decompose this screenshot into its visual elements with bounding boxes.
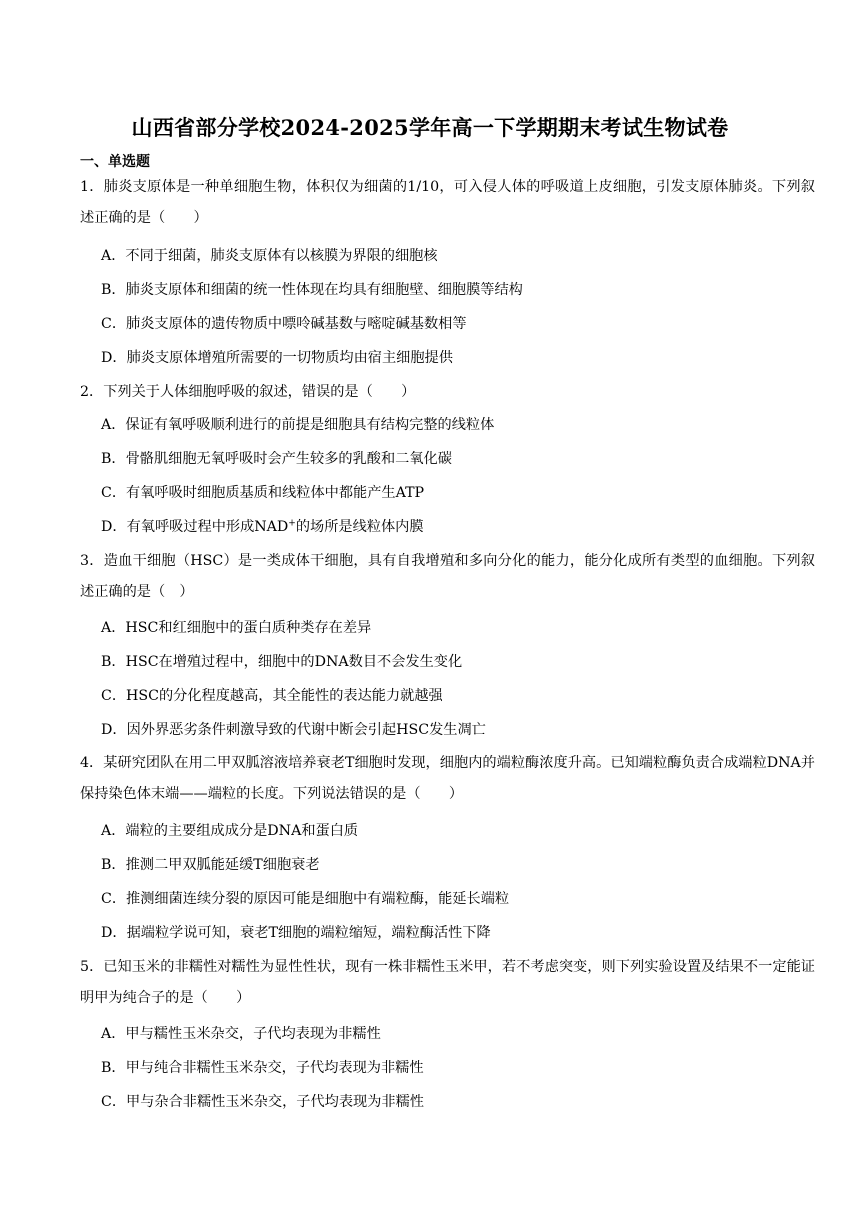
question-5-option-c: C．甲与杂合非糯性玉米杂交，子代均表现为非糯性 bbox=[101, 1094, 424, 1110]
question-3-option-a: A．HSC和红细胞中的蛋白质种类存在差异 bbox=[101, 620, 372, 636]
question-1-stem: 1．肺炎支原体是一种单细胞生物，体积仅为细菌的1/10，可入侵人体的呼吸道上皮细胞，引发支原体肺炎。下列叙述正确的是（ ） bbox=[80, 179, 815, 226]
question-1-option-d: D．肺炎支原体增殖所需要的一切物质均由宿主细胞提供 bbox=[101, 350, 453, 366]
document-title: 山西省部分学校2024-2025学年高一下学期期末考试生物试卷 bbox=[131, 115, 729, 140]
question-4-option-a: A．端粒的主要组成成分是DNA和蛋白质 bbox=[101, 823, 359, 839]
question-4-stem: 4．某研究团队在用二甲双胍溶液培养衰老T细胞时发现，细胞内的端粒酶浓度升高。已知端粒酶负责合成端粒DNA并保持染色体末端——端粒的长度。下列说法错误的是（ ） bbox=[80, 755, 815, 802]
question-1-option-a: A．不同于细菌，肺炎支原体有以核膜为界限的细胞核 bbox=[101, 248, 438, 264]
question-1-option-c: C．肺炎支原体的遗传物质中嘌呤碱基数与嘧啶碱基数相等 bbox=[101, 316, 467, 332]
question-2-option-d-text: D．有氧呼吸过程中形成NAD bbox=[101, 519, 289, 535]
question-5-option-b: B．甲与纯合非糯性玉米杂交，子代均表现为非糯性 bbox=[101, 1060, 424, 1076]
question-3-option-d: D．因外界恶劣条件刺激导致的代谢中断会引起HSC发生凋亡 bbox=[101, 722, 486, 738]
question-2-option-c: C．有氧呼吸时细胞质基质和线粒体中都能产生ATP bbox=[101, 485, 425, 501]
question-2-option-d-text-end: 的场所是线粒体内膜 bbox=[295, 519, 424, 535]
question-2-option-d bbox=[101, 517, 424, 537]
question-4-option-b: B．推测二甲双胍能延缓T细胞衰老 bbox=[101, 857, 320, 873]
question-3-stem: 3．造血干细胞（HSC）是一类成体干细胞，具有自我增殖和多向分化的能力，能分化成所有类型的血细胞。下列叙述正确的是（ ） bbox=[80, 553, 815, 600]
question-2-option-a: A．保证有氧呼吸顺利进行的前提是细胞具有结构完整的线粒体 bbox=[101, 417, 495, 433]
question-5-stem: 5．已知玉米的非糯性对糯性为显性性状，现有一株非糯性玉米甲，若不考虑突变，则下列实验设置及结果不一定能证明甲为纯合子的是（ ） bbox=[80, 959, 815, 1006]
question-2-option-b: B．骨骼肌细胞无氧呼吸时会产生较多的乳酸和二氧化碳 bbox=[101, 451, 452, 467]
question-4-option-c: C．推测细菌连续分裂的原因可能是细胞中有端粒酶，能延长端粒 bbox=[101, 891, 510, 907]
question-2-stem: 2．下列关于人体细胞呼吸的叙述，错误的是（ ） bbox=[80, 384, 416, 400]
question-3-option-b: B．HSC在增殖过程中，细胞中的DNA数目不会发生变化 bbox=[101, 654, 463, 670]
question-1-option-b: B．肺炎支原体和细菌的统一性体现在均具有细胞壁、细胞膜等结构 bbox=[101, 282, 523, 298]
section-heading: 一、单选题 bbox=[80, 154, 150, 170]
question-4-option-d: D．据端粒学说可知，衰老T细胞的端粒缩短，端粒酶活性下降 bbox=[101, 925, 491, 941]
question-3-option-c: C．HSC的分化程度越高，其全能性的表达能力就越强 bbox=[101, 688, 443, 704]
superscript-plus: + bbox=[288, 518, 296, 529]
question-5-option-a: A．甲与糯性玉米杂交，子代均表现为非糯性 bbox=[101, 1026, 381, 1042]
